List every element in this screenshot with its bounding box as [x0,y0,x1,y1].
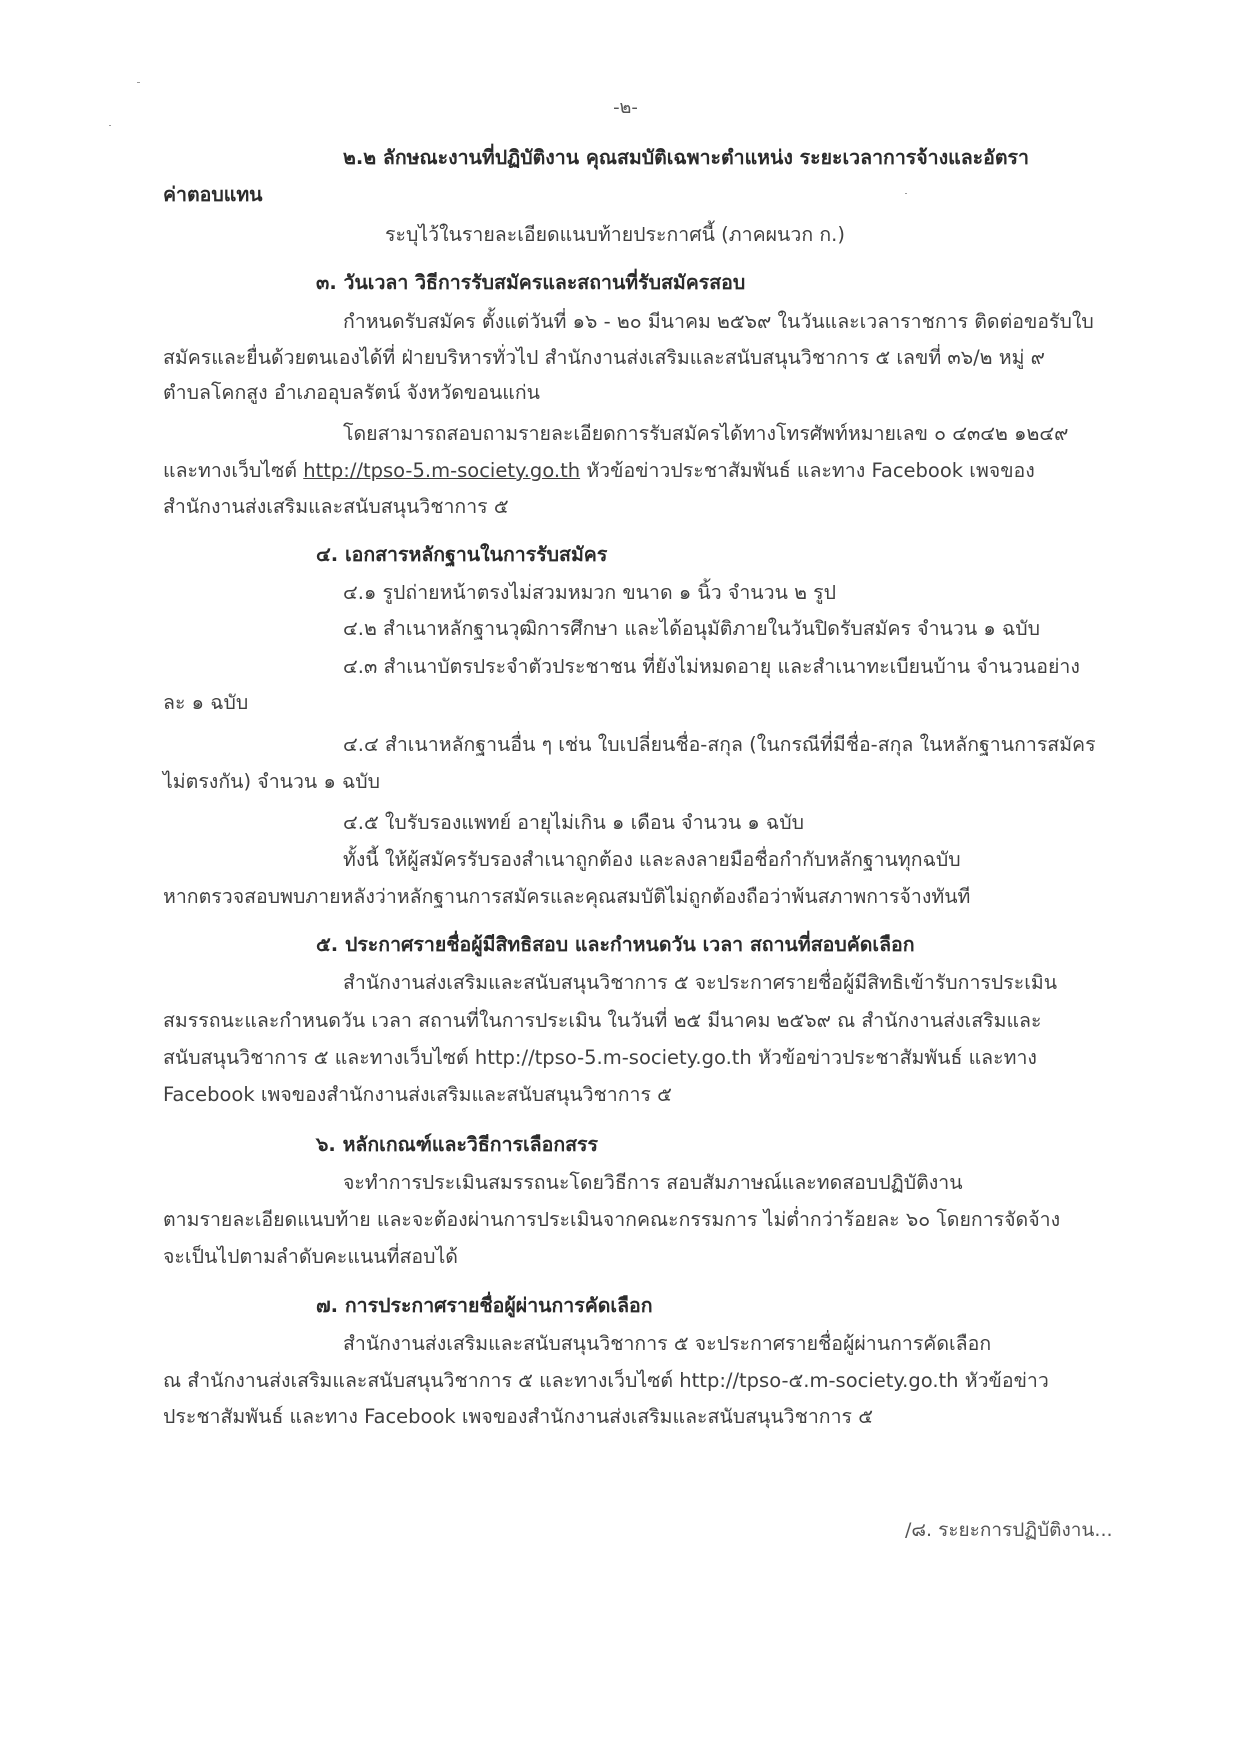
scan-speck [109,125,111,126]
section-5-heading: ๕. ประกาศรายชื่อผู้มีสิทธิสอบ และกำหนดวัน เวลา สถานที่สอบคัดเลือก [316,933,915,956]
text: หัวข้อข่าวประชาสัมพันธ์ และทาง Facebook เพจของ [586,459,1035,482]
doc-item-cont: ละ ๑ ฉบับ [163,691,249,714]
section-4-note: หากตรวจสอบพบภายหลังว่าหลักฐานการสมัครและคุณสมบัติไม่ถูกต้องถือว่าพ้นสภาพการจ้างทันที [163,885,971,908]
section-5-body: สมรรถนะและกำหนดวัน เวลา สถานที่ในการประเมิน ในวันที่ ๒๕ มีนาคม ๒๕๖๙ ณ สำนักงานส่งเสริมและ [163,1009,1042,1032]
section-5-body: สนับสนุนวิชาการ ๕ และทางเว็บไซต์ http://tpso-5.m-society.go.th หัวข้อข่าวประชาสัมพันธ์ และทาง [163,1046,1037,1069]
section-7-body: สำนักงานส่งเสริมและสนับสนุนวิชาการ ๕ จะประกาศรายชื่อผู้ผ่านการคัดเลือก [343,1332,992,1355]
section-3-para1: ตำบลโคกสูง อำเภออุบลรัตน์ จังหวัดขอนแก่น [163,381,540,404]
doc-item: ๔.๔ สำเนาหลักฐานอื่น ๆ เช่น ใบเปลี่ยนชื่อ-สกุล (ในกรณีที่มีชื่อ-สกุล ในหลักฐานการสมัคร [343,733,1096,756]
section-6-body: จะทำการประเมินสมรรถนะโดยวิธีการ สอบสัมภาษณ์และทดสอบปฏิบัติงาน [343,1171,963,1194]
scan-speck [905,193,907,194]
doc-item: ๔.๓ สำเนาบัตรประจำตัวประชาชน ที่ยังไม่หมดอายุ และสำเนาทะเบียนบ้าน จำนวนอย่าง [343,655,1080,678]
section-5-body: สำนักงานส่งเสริมและสนับสนุนวิชาการ ๕ จะประกาศรายชื่อผู้มีสิทธิเข้ารับการประเมิน [343,971,1058,994]
section-2-2-heading-cont: ค่าตอบแทน [163,183,263,206]
section-7-heading: ๗. การประกาศรายชื่อผู้ผ่านการคัดเลือก [316,1294,653,1317]
section-3-para1: สมัครและยื่นด้วยตนเองได้ที่ ฝ่ายบริหารทั่วไป สำนักงานส่งเสริมและสนับสนุนวิชาการ ๕ เลขที่ ๓๖/๒ หมู่ ๙ [163,346,1045,369]
doc-item: ๔.๒ สำเนาหลักฐานวุฒิการศึกษา และได้อนุมัติภายในวันปิดรับสมัคร จำนวน ๑ ฉบับ [343,617,1040,640]
section-2-2-heading: ๒.๒ ลักษณะงานที่ปฏิบัติงาน คุณสมบัติเฉพาะตำแหน่ง ระยะเวลาการจ้างและอัตรา [343,146,1029,169]
section-6-body: จะเป็นไปตามลำดับคะแนนที่สอบได้ [163,1245,458,1268]
doc-item-cont: ไม่ตรงกัน) จำนวน ๑ ฉบับ [163,770,381,793]
section-2-2-body: ระบุไว้ในรายละเอียดแนบท้ายประกาศนี้ (ภาคผนวก ก.) [385,223,845,246]
section-3-heading: ๓. วันเวลา วิธีการรับสมัครและสถานที่รับสมัครสอบ [316,271,746,294]
section-6-body: ตามรายละเอียดแนบท้าย และจะต้องผ่านการประเมินจากคณะกรรมการ ไม่ต่ำกว่าร้อยละ ๖๐ โดยการจัดจ้าง [163,1208,1061,1231]
continuation-note: /๘. ระยะการปฏิบัติงาน... [905,1519,1113,1541]
section-7-body: ณ สำนักงานส่งเสริมและสนับสนุนวิชาการ ๕ และทางเว็บไซต์ http://tpso-๕.m-society.go.th หัวข้อข่าว [163,1369,1049,1392]
section-3-para2: สำนักงานส่งเสริมและสนับสนุนวิชาการ ๕ [163,495,509,518]
section-7-body: ประชาสัมพันธ์ และทาง Facebook เพจของสำนักงานส่งเสริมและสนับสนุนวิชาการ ๕ [163,1405,873,1428]
section-3-para2: โดยสามารถสอบถามรายละเอียดการรับสมัครได้ทางโทรศัพท์หมายเลข ๐ ๔๓๔๒ ๑๒๔๙ [343,422,1069,445]
section-3-para2 [163,456,1035,486]
page-number: -๒- [613,97,638,118]
section-4-heading: ๔. เอกสารหลักฐานในการรับสมัคร [316,543,608,566]
doc-item: ๔.๕ ใบรับรองแพทย์ อายุไม่เกิน ๑ เดือน จำนวน ๑ ฉบับ [343,811,804,834]
section-3-para1: กำหนดรับสมัคร ตั้งแต่วันที่ ๑๖ - ๒๐ มีนาคม ๒๕๖๙ ในวันและเวลาราชการ ติดต่อขอรับใบ [343,310,1094,333]
scan-speck [137,82,140,83]
doc-item: ๔.๑ รูปถ่ายหน้าตรงไม่สวมหมวก ขนาด ๑ นิ้ว จำนวน ๒ รูป [343,581,837,604]
text: และทางเว็บไซต์ [163,459,298,482]
section-4-note: ทั้งนี้ ให้ผู้สมัครรับรองสำเนาถูกต้อง และลงลายมือชื่อกำกับหลักฐานทุกฉบับ [343,848,961,871]
website-link[interactable]: http://tpso-5.m-society.go.th [303,459,581,482]
section-5-body: Facebook เพจของสำนักงานส่งเสริมและสนับสนุนวิชาการ ๕ [163,1083,672,1106]
section-6-heading: ๖. หลักเกณฑ์และวิธีการเลือกสรร [316,1133,598,1156]
